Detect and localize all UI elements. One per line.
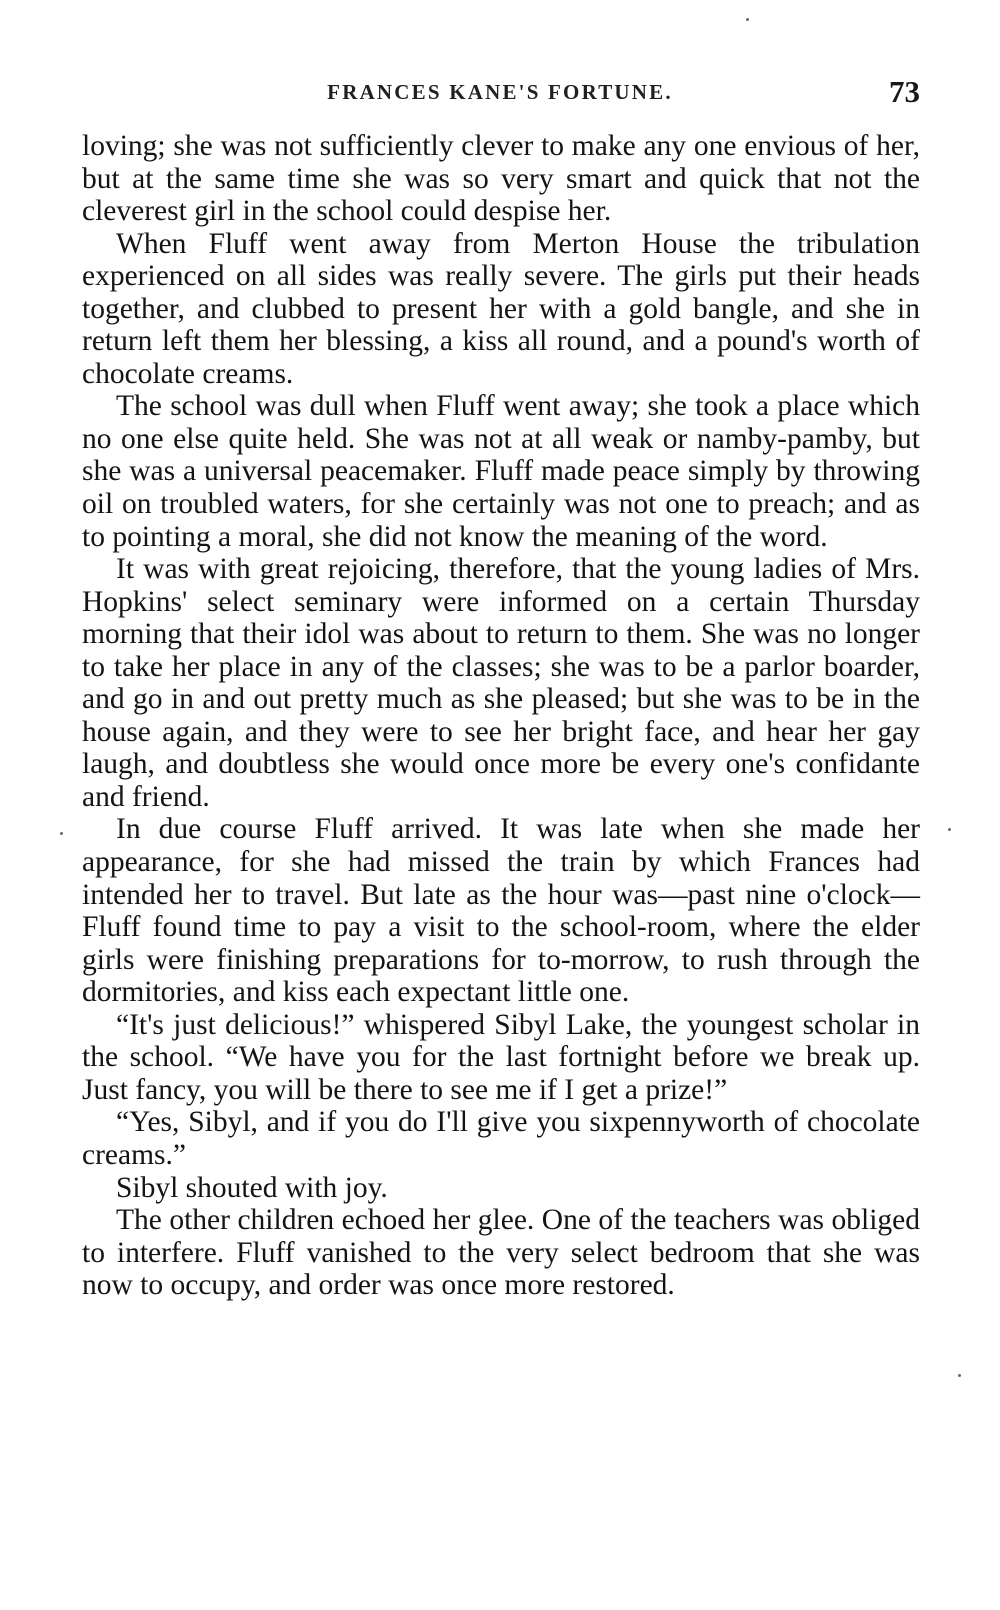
scan-speck <box>958 1374 961 1377</box>
scan-speck <box>60 832 63 835</box>
running-head <box>80 74 920 114</box>
paragraph-5: In due course Fluff arrived. It was late when she made her appearance, for she had missed the train by which Frances had intended her to travel. But late as the hour was—past nine o'clock—Fluff found time to pay a visit to the school-room, where the elder girls were finishing preparations for to-morrow, to rush through the dormitories, and kiss each expectant little one. <box>82 813 920 1009</box>
scan-speck <box>948 828 951 831</box>
paragraph-8: Sibyl shouted with joy. <box>116 1171 388 1204</box>
page-number: 73 <box>889 74 920 109</box>
body-text <box>82 130 920 1302</box>
scan-speck <box>746 18 749 21</box>
paragraph-6: “It's just delicious!” whispered Sibyl Lake, the youngest scholar in the school. “We have you for the last fortnight before we break up. Just fancy, you will be there to see me if I get a prize!” <box>82 1008 920 1106</box>
paragraph-4: It was with great rejoicing, therefore, that the young ladies of Mrs. Hopkins' select seminary were informed on a certain Thursday morning that their idol was about to return to them. She was no longer to take her place in any of the classes; she was to be a parlor boarder, and go in and out pretty much as she pleased; but she was to be in the house again, and they were to see her bright face, and hear her gay laugh, and doubtless she would once more be every one's confidante and friend. <box>82 553 920 813</box>
running-title: FRANCES KANE'S FORTUNE. <box>327 80 673 104</box>
paragraph-3: The school was dull when Fluff went away; she took a place which no one else quite held. She was not at all weak or namby-pamby, but she was a universal peacemaker. Fluff made peace simply by throwing oil on troubled waters, for she certainly was not one to preach; and as to pointing a moral, she did not know the meaning of the word. <box>82 390 920 553</box>
paragraph-1: loving; she was not sufficiently clever to make any one envious of her, but at the same time she was so very smart and quick that not the cleverest girl in the school could despise her. <box>82 130 920 228</box>
paragraph-2: When Fluff went away from Merton House the tribulation experienced on all sides was really severe. The girls put their heads together, and clubbed to present her with a gold bangle, and she in return left them her blessing, a kiss all round, and a pound's worth of chocolate creams. <box>82 227 920 390</box>
paragraph-7: “Yes, Sibyl, and if you do I'll give you sixpennyworth of chocolate creams.” <box>82 1106 920 1171</box>
paragraph-9: The other children echoed her glee. One of the teachers was obliged to interfere. Fluff vanished to the very select bedroom that she was now to occupy, and order was once more restored. <box>82 1204 920 1302</box>
